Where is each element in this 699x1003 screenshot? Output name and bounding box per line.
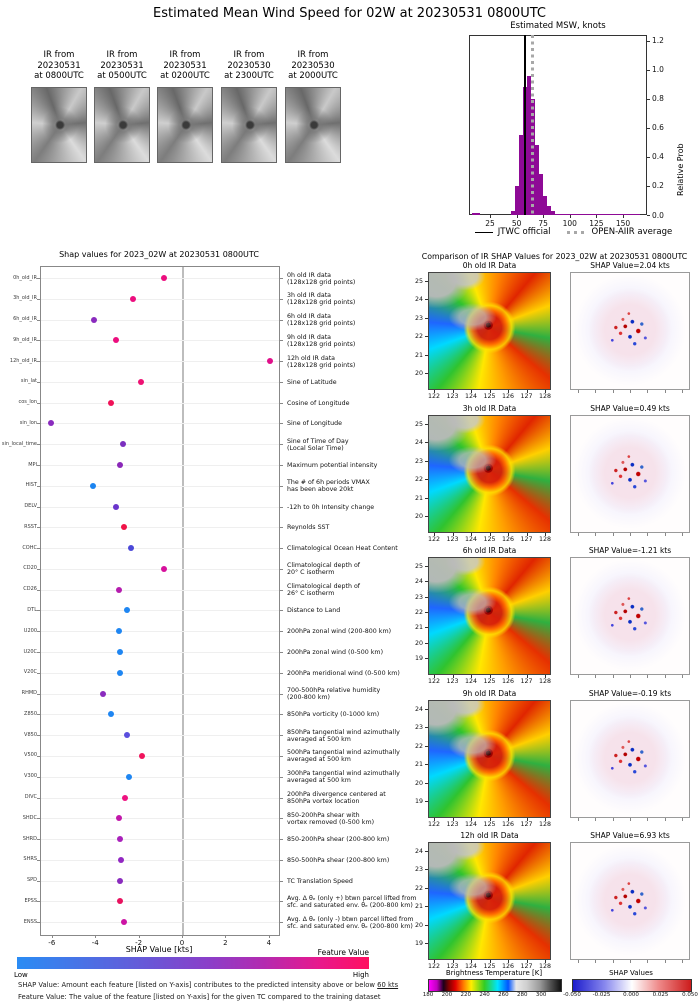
shap-feature-abbr: RSST — [24, 523, 37, 530]
histogram-ytick-label: 0.8 — [652, 94, 664, 104]
shap-feature-abbr: SHRD — [22, 835, 37, 842]
ir-map-xtick-label: 126 — [501, 821, 515, 828]
ir-data-panel-title: 12h old IR Data — [460, 831, 519, 840]
shap-feature-description: 850-200hPa shear with vortex removed (0-500 km) — [287, 811, 375, 826]
ir-map-ytick-label: 20 — [414, 921, 423, 929]
ir-map-ytick-label: 24 — [414, 439, 423, 447]
ir-map-xtick-label: 128 — [538, 536, 552, 543]
ir-map-xtick-label: 127 — [520, 536, 533, 543]
histogram-ytick-label: 0.0 — [652, 210, 664, 220]
brightness-temp-tick-label: 300 — [535, 992, 547, 998]
shap-map-panel-title: SHAP Value=-0.19 kts — [588, 689, 672, 698]
ir-map-ytick-label: 19 — [414, 798, 423, 805]
ir-map-ytick-label: 21 — [414, 903, 423, 911]
shap-xtick-label: 4 — [266, 939, 272, 947]
ir-thumbnail-caption: IR from 20230531 at 0800UTC — [34, 50, 84, 81]
shap-feature-description: 850-200hPa shear (200-800 km) — [287, 836, 390, 844]
ir-map-xtick-label: 127 — [520, 963, 533, 970]
shap-feature-description: 850-500hPa shear (200-800 km) — [287, 856, 390, 864]
shap-feature-description: 300hPa tangential wind azimuthally averaged at 500 km — [287, 770, 400, 785]
shap-dotplot-title: Shap values for 2023_02W at 20230531 0800UTC — [59, 250, 259, 259]
shap-xtick-label: 0 — [179, 939, 185, 947]
ir-map-ytick-label: 22 — [414, 742, 423, 750]
histogram-ytick-label: 1.0 — [652, 65, 664, 75]
ir-map-xtick-label: 123 — [446, 678, 459, 685]
shap-feature-description: -12h to 0h Intensity change — [287, 503, 375, 511]
ir-thumbnail-caption: IR from 20230530 at 2300UTC — [224, 50, 274, 81]
brightness-temp-tick-label: 220 — [460, 992, 471, 998]
shap-xtick-label: -2 — [135, 939, 143, 947]
shap-feature-description: The # of 6h periods VMAX has been above 20kt — [287, 479, 370, 494]
shap-values-tick-label: -0.025 — [592, 992, 611, 998]
shap-map-panel-title: SHAP Value=6.93 kts — [590, 831, 670, 840]
shap-feature-abbr: SPD — [26, 877, 37, 884]
ir-map-ytick-label: 25 — [414, 278, 423, 285]
histogram-xtick-label: 100 — [562, 219, 577, 228]
shap-feature-abbr: 9h_old_IR — [13, 336, 37, 343]
ir-map-ytick-label: 24 — [414, 296, 423, 304]
ir-map-ytick-label: 22 — [414, 476, 423, 484]
shap-feature-description: 0h old IR data (128x128 grid points) — [287, 271, 356, 286]
comparison-title: Comparison of IR SHAP Values for 2023_02W at 20230531 0800UTC — [421, 252, 688, 261]
shap-feature-abbr: 0h_old_IR — [13, 274, 37, 281]
shap-feature-description: 850hPa vorticity (0-1000 km) — [287, 711, 380, 719]
shap-feature-abbr: sin_lat — [20, 378, 37, 385]
ir-map-xtick-label: 123 — [446, 393, 459, 400]
ir-map-ytick-label: 20 — [414, 639, 423, 647]
figure-title: Estimated Mean Wind Speed for 02W at 20230531 0800UTC — [153, 6, 546, 21]
shap-feature-description: TC Translation Speed — [287, 877, 353, 885]
ir-thumbnail-caption: IR from 20230531 at 0500UTC — [97, 50, 147, 81]
shap-feature-abbr: SHRS — [23, 856, 37, 863]
ir-data-panel-title: 6h old IR Data — [462, 546, 517, 555]
shap-map-panel-title: SHAP Value=2.04 kts — [590, 261, 670, 270]
ir-map-xtick-label: 122 — [427, 393, 441, 400]
ir-map-ytick-label: 19 — [414, 940, 423, 947]
ir-map-ytick-label: 23 — [414, 866, 423, 874]
shap-feature-abbr: CD20 — [23, 565, 37, 572]
ir-map-xtick-label: 122 — [427, 536, 441, 543]
shap-feature-abbr: U20C — [23, 648, 37, 655]
shap-feature-description: Climatological depth of 26° C isotherm — [287, 583, 361, 598]
shap-feature-abbr: Z850 — [24, 710, 37, 717]
shap-feature-description: Avg. Δ θₑ (only -) btwn parcel lifted from sfc. and saturated env. θₑ (200-800 km) — [287, 915, 414, 930]
shap-feature-description: 500hPa tangential wind azimuthally averaged at 500 km — [287, 749, 400, 764]
brightness-temp-tick-label: 260 — [498, 992, 509, 998]
ir-data-panel-title: 0h old IR Data — [462, 261, 517, 270]
brightness-temp-colorbar-label: Brightness Temperature [K] — [445, 969, 543, 977]
shap-xtick-label: -6 — [48, 939, 56, 947]
ir-map-xtick-label: 125 — [483, 678, 496, 685]
shap-feature-abbr: V850 — [24, 731, 37, 738]
histogram-ytick-label: 0.4 — [652, 152, 664, 162]
shap-feature-abbr: sin_local_time — [1, 440, 37, 447]
shap-feature-description: 850hPa tangential wind azimuthally averaged at 500 km — [287, 728, 400, 743]
ir-map-xtick-label: 125 — [483, 963, 496, 970]
ir-map-xtick-label: 128 — [538, 678, 552, 685]
ir-map-ytick-label: 23 — [414, 314, 423, 322]
ir-map-xtick-label: 122 — [427, 963, 441, 970]
ir-map-ytick-label: 20 — [414, 779, 423, 787]
shap-values-colorbar-label: SHAP Values — [609, 969, 653, 977]
ir-map-ytick-label: 24 — [414, 848, 423, 855]
shap-values-tick-label: 0.050 — [682, 992, 698, 998]
brightness-temp-tick-label: 240 — [479, 992, 490, 998]
brightness-temp-tick-label: 180 — [422, 992, 434, 998]
shap-feature-abbr: V300 — [24, 773, 37, 780]
shap-feature-description: Distance to Land — [287, 607, 341, 615]
shap-feature-abbr: DTL — [27, 606, 37, 613]
ir-map-xtick-label: 124 — [464, 536, 478, 543]
ir-map-xtick-label: 123 — [446, 536, 459, 543]
histogram-ylabel: Relative Prob — [676, 143, 685, 196]
ir-map-xtick-label: 128 — [538, 821, 552, 828]
shap-xtick-label: -4 — [91, 939, 99, 947]
histogram-xtick-label: 125 — [589, 219, 604, 228]
ir-map-xtick-label: 125 — [483, 393, 496, 400]
feature-value-colorbar-label: Feature Value — [317, 948, 369, 957]
shap-feature-abbr: HIST — [25, 482, 37, 489]
shap-feature-description: 200hPa meridional wind (0-500 km) — [287, 669, 400, 677]
ir-map-xtick-label: 127 — [520, 393, 533, 400]
ir-map-ytick-label: 22 — [414, 609, 423, 616]
ir-thumbnail-caption: IR from 20230530 at 2000UTC — [288, 50, 338, 81]
shap-feature-description: Maximum potential intensity — [287, 462, 378, 470]
shap-feature-description: 3h old IR data (128x128 grid points) — [287, 292, 356, 307]
ir-map-xtick-label: 125 — [483, 821, 496, 828]
shap-feature-abbr: RHMD — [21, 690, 37, 697]
shap-feature-abbr: SHDC — [22, 814, 37, 821]
shap-feature-abbr: U200 — [23, 627, 37, 634]
shap-feature-abbr: DIVC — [24, 794, 37, 800]
shap-map-panel-title: SHAP Value=0.49 kts — [590, 404, 670, 413]
shap-feature-abbr: MPI — [28, 461, 37, 468]
feature-value-high-label: High — [352, 971, 369, 979]
shap-feature-description: 200hPa divergence centered at 850hPa vortex location — [287, 791, 386, 805]
ir-map-xtick-label: 124 — [464, 963, 478, 970]
ir-map-ytick-label: 20 — [414, 513, 423, 520]
ir-map-xtick-label: 127 — [520, 678, 533, 685]
ir-map-xtick-label: 124 — [464, 678, 478, 685]
ir-map-ytick-label: 23 — [414, 457, 423, 465]
shap-feature-description: 200hPa zonal wind (200-800 km) — [287, 628, 392, 636]
shap-feature-abbr: cos_lon — [18, 399, 37, 406]
shap-values-tick-label: 0.025 — [652, 992, 669, 998]
ir-map-xtick-label: 128 — [538, 393, 552, 400]
shap-feature-description: 12h old IR data (128x128 grid points) — [287, 354, 356, 369]
brightness-temp-tick-label: 280 — [517, 992, 528, 998]
shap-feature-description: Cosine of Longitude — [287, 399, 350, 407]
shap-value-footnote-text: SHAP Value: Amount each feature [listed on Y-axis] contributes to the predicted intensity above or below — [18, 981, 378, 989]
ir-thumbnail-caption: IR from 20230531 at 0200UTC — [160, 50, 210, 81]
shap-values-tick-label: -0.050 — [563, 992, 581, 998]
brightness-temp-tick-label: 200 — [441, 992, 453, 998]
histogram-xtick-label: 150 — [615, 219, 631, 228]
ir-map-ytick-label: 20 — [414, 370, 423, 377]
ir-map-xtick-label: 125 — [483, 536, 496, 543]
ir-map-xtick-label: 124 — [464, 393, 478, 400]
ir-map-xtick-label: 124 — [464, 821, 478, 828]
shap-feature-description: 9h old IR data (128x128 grid points) — [287, 333, 356, 348]
shap-feature-abbr: 3h_old_IR — [13, 295, 37, 302]
shap-value-footnote-underline: 60 kts — [377, 981, 399, 989]
feature-value-footnote — [18, 993, 381, 1001]
ir-map-ytick-label: 23 — [414, 724, 423, 732]
shap-feature-abbr: DELV — [24, 503, 37, 510]
ir-map-xtick-label: 126 — [501, 678, 515, 685]
shap-feature-abbr: 6h_old_IR — [13, 316, 37, 323]
histogram-xtick-label: 25 — [485, 219, 495, 228]
ir-map-ytick-label: 25 — [414, 421, 423, 428]
shap-feature-abbr: V20C — [23, 669, 37, 676]
shap-feature-description: Climatological depth of 20° C isotherm — [287, 562, 361, 577]
shap-feature-description: Sine of Latitude — [287, 378, 337, 386]
ir-map-xtick-label: 126 — [501, 393, 515, 400]
open-aiir-legend-label: OPEN-AIIR average — [591, 227, 673, 237]
ir-map-ytick-label: 25 — [414, 563, 423, 570]
ir-map-xtick-label: 126 — [501, 536, 515, 543]
ir-map-ytick-label: 21 — [414, 494, 423, 502]
ir-map-ytick-label: 21 — [414, 761, 423, 769]
ir-map-ytick-label: 19 — [414, 655, 423, 662]
ir-map-ytick-label: 24 — [414, 706, 423, 713]
shap-map-panel-title: SHAP Value=-1.21 kts — [588, 546, 672, 555]
shap-xtick-label: 2 — [223, 939, 228, 947]
shap-feature-abbr: COHC — [22, 544, 37, 551]
shap-value-footnote — [18, 981, 398, 989]
ir-map-xtick-label: 126 — [501, 963, 515, 970]
shap-feature-abbr: sin_lon — [19, 419, 37, 426]
feature-value-footnote-text: Feature Value: The value of the feature [listed on Y-axis] for the given TC compared to the training dataset — [18, 993, 381, 1001]
ir-map-xtick-label: 123 — [446, 821, 459, 828]
jtwc-legend-label: JTWC official — [497, 227, 551, 237]
shap-feature-description: 6h old IR data (128x128 grid points) — [287, 313, 356, 328]
shap-feature-description: Avg. Δ θₑ (only +) btwn parcel lifted from sfc. and saturated env. θₑ (200-800 km) — [287, 894, 417, 909]
shap-feature-description: 200hPa zonal wind (0-500 km) — [287, 649, 384, 657]
histogram-ytick-label: 1.2 — [652, 36, 664, 46]
histogram-ytick-label: 0.2 — [652, 181, 664, 191]
ir-map-ytick-label: 23 — [414, 593, 423, 601]
ir-map-ytick-label: 22 — [414, 884, 423, 892]
ir-map-xtick-label: 123 — [446, 963, 459, 970]
ir-map-ytick-label: 22 — [414, 333, 423, 341]
ir-map-xtick-label: 128 — [538, 963, 552, 970]
shap-feature-description: Sine of Time of Day (Local Solar Time) — [287, 437, 349, 452]
ir-map-xtick-label: 127 — [520, 821, 533, 828]
shap-dotplot-xlabel: SHAP Value [kts] — [125, 945, 193, 954]
shap-feature-abbr: ENSS — [23, 918, 37, 925]
ir-data-panel-title: 3h old IR Data — [462, 404, 517, 413]
histogram-ytick-label: 0.6 — [652, 123, 664, 133]
feature-value-low-label: Low — [14, 971, 28, 979]
shap-feature-abbr: CD26 — [23, 586, 37, 593]
shap-feature-abbr: EPSS — [24, 897, 37, 904]
histogram-xtick-label: 75 — [538, 219, 548, 228]
shap-feature-description: 700-500hPa relative humidity (200-800 km) — [287, 687, 381, 702]
ir-map-ytick-label: 24 — [414, 578, 423, 586]
shap-feature-description: Climatological Ocean Heat Content — [287, 545, 398, 553]
shap-feature-abbr: V500 — [24, 752, 37, 759]
shap-feature-description: Reynolds SST — [287, 524, 330, 532]
ir-map-ytick-label: 21 — [414, 351, 423, 359]
ir-map-xtick-label: 122 — [427, 678, 441, 685]
ir-map-xtick-label: 122 — [427, 821, 441, 828]
shap-feature-description: Sine of Longitude — [287, 420, 343, 428]
shap-feature-abbr: 12h_old_IR — [9, 357, 37, 364]
histogram-title: Estimated MSW, knots — [510, 21, 606, 31]
ir-map-ytick-label: 21 — [414, 624, 423, 632]
ir-data-panel-title: 9h old IR Data — [462, 689, 517, 698]
histogram-xtick-label: 50 — [511, 219, 522, 228]
shap-values-tick-label: 0.000 — [623, 992, 639, 998]
